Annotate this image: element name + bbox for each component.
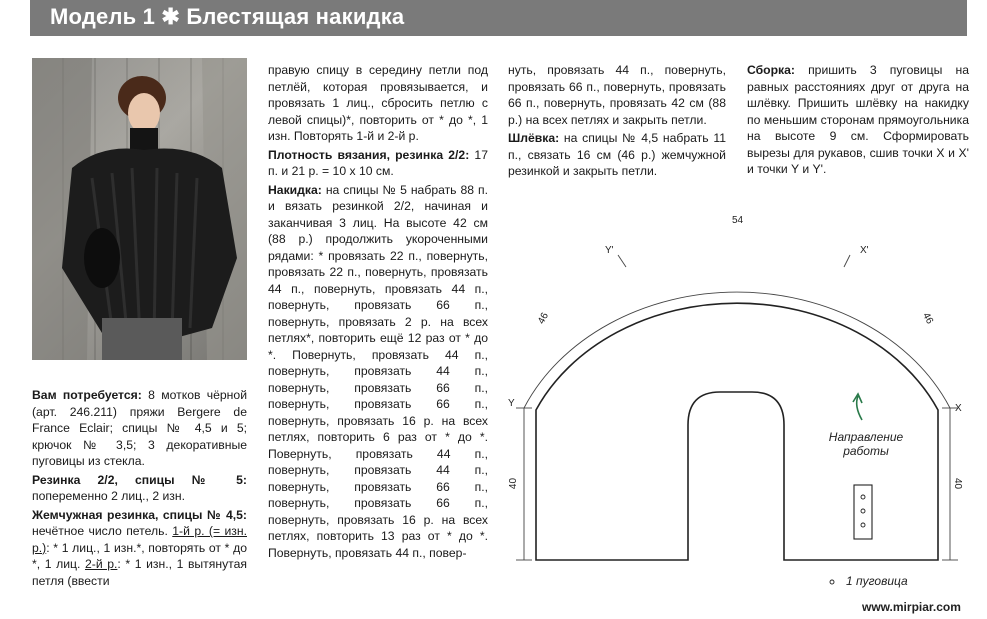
direction-note: Направление работы [828,430,904,458]
label-top-54: 54 [732,215,744,226]
legend-button: 1 пуговица [846,574,908,588]
pattern-diagram [498,210,978,600]
label-right-arc: 46 [920,311,936,326]
pearl-row1: 1-й р. (= изн. р.) [32,524,247,555]
title-bar [30,0,967,36]
assembly-paragraph [747,62,969,178]
materials-paragraph [32,387,247,470]
page-title: Модель 1 ✱ Блестящая накидка [50,4,405,29]
model-photo [32,58,247,360]
gauge-text: 17 п. и 21 р. = 10 х 10 см. [268,147,488,178]
assembly-label: Сборка: [747,63,795,77]
label-left-arc: 46 [536,311,552,326]
assembly-text: пришить 3 пуговицы на равных расстояниях друг от друга на шлёвку. Пришить шлёвку на накидку по меньшим сторонам прямоугольника на высоте 9 см. Сформировать вырезы для рукавов, сшив точки X и X' и точки Y и Y'. [747,63,969,176]
label-right-side: 40 [952,477,964,490]
cape-label: Накидка: [268,182,322,197]
instructions-column-4 [747,62,969,180]
model-figure [32,58,247,360]
instructions-column-2 [268,62,488,563]
rib-label: Резинка 2/2, спицы № 5: [32,472,247,487]
materials-text: 8 мотков чёрной (арт. 246.211) пряжи Bergere de France Eclair; спицы № 4,5 и 5; крючок № 3,5; 3 декоративные пуговицы из стекла. [32,388,248,468]
cape-text: на спицы № 5 набрать 88 п. и вязать резинкой 2/2, начиная и заканчивая 3 лиц. На высоте 42 см (88 р.) продолжить укороченными рядами: * провязать 22 п., повернуть, провязать 22 п., повернуть, провязать 44 п., повернуть, провязать 44 п., повернуть, провязать 66 п., повернуть, провязать 2 р. на всех петлях*, повторить ещё 12 раз от * до *. Повернуть, провязать 44 п., повернуть, провязать 44 п., повернуть, провязать 66 п., повернуть, провязать 66 п., повернуть, провязать 16 р. на всех петлях, повторить 6 раз от * до *. Повернуть, провязать 44 п., повернуть, провязать 44 п., повернуть, провязать 66 п., повернуть, провязать 66 п., повернуть, провязать 16 р. на всех петлях, повторить 13 раз от * до *. Повернуть, провязать 44 п., повер- [268,182,488,560]
materials-column [32,387,247,591]
continuation-paragraph: правую спицу в середину петли под петлёй, которая провязывается, и провязать 1 лиц., сбросить петлю с левой спицы)*, повторить от * до *, 1 изн. Повторять 1-й и 2-й р. [268,63,488,143]
pearl-text-c: : * 1 изн., 1 вытянутая петля (ввести [32,557,248,588]
pearl-text-b: : * 1 лиц., 1 изн.*, повторять от * до *, 1 лиц. [32,540,247,571]
cape-paragraph [268,182,488,562]
loop-text: на спицы № 4,5 набрать 11 п., связать 16 см (46 р.) жемчужной резинкой и закрыть петли. [508,131,726,178]
instructions-column-3 [508,62,726,182]
point-x: X [955,403,962,414]
gauge-label: Плотность вязания, резинка 2/2: [268,147,470,162]
pearl-label: Жемчужная резинка, спицы № 4,5: [32,507,247,522]
point-x-prime: X' [860,245,869,256]
pearl-paragraph [32,507,247,590]
cape-end-paragraph: нуть, провязать 44 п., повернуть, провязать 66 п., повернуть, провязать 66 п., повернуть, провязать 42 см (88 р.) на всех петлях и закрыть петли. [508,63,726,127]
label-left-side: 40 [508,477,520,490]
loop-label: Шлёвка: [508,131,560,145]
source-watermark: www.mirpiar.com [862,600,961,614]
point-y-prime: Y' [605,245,614,256]
pearl-row2: 2-й р. [84,557,118,571]
loop-paragraph [508,130,726,180]
point-y: Y [508,398,515,409]
rib-paragraph [32,472,247,505]
rib-text: попеременно 2 лиц., 2 изн. [32,489,185,503]
gauge-paragraph [268,147,488,180]
pattern-shape [498,210,978,600]
pearl-text-a: нечётное число петель. [32,524,173,538]
materials-label: Вам потребуется: [32,388,142,402]
